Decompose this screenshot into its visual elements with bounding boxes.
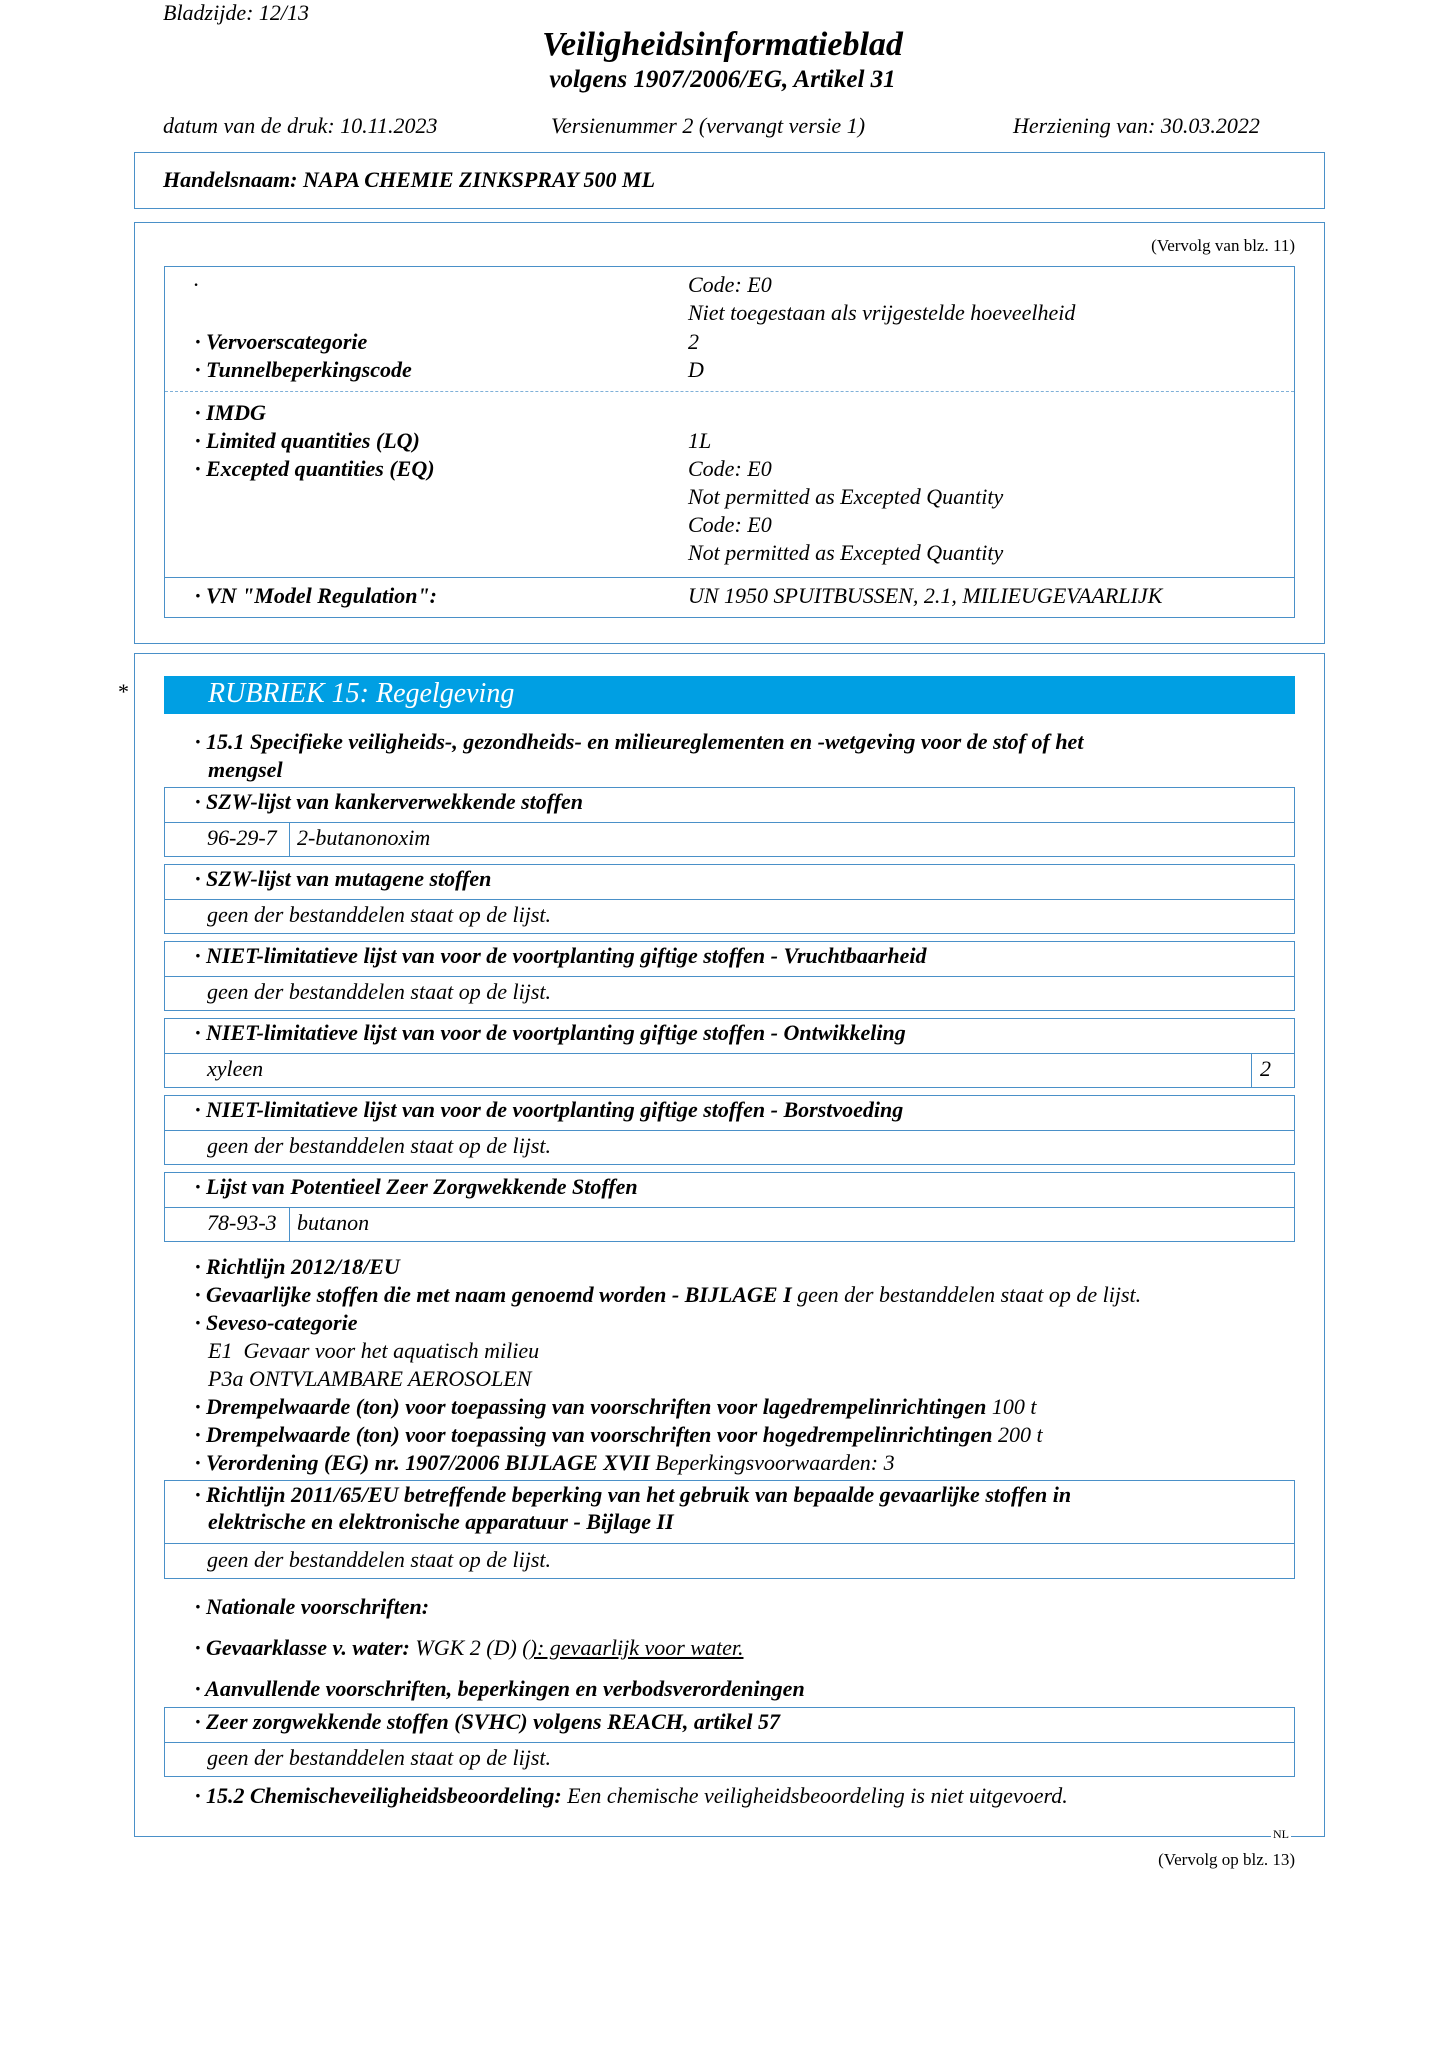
separator xyxy=(165,1130,1294,1131)
transport-code: Code: E0 xyxy=(688,272,772,297)
section15-heading: RUBRIEK 15: Regelgeving xyxy=(208,678,515,709)
aanvullende-voorschriften: · Aanvullende voorschriften, beperkingen en verbodsverordeningen xyxy=(195,1676,805,1701)
drempel-hoog-value: 200 t xyxy=(992,1422,1043,1447)
eq-label: · Excepted quantities (EQ) xyxy=(195,456,435,481)
s152-value: Een chemische veiligheidsbeoordeling is niet uitgevoerd. xyxy=(561,1783,1068,1808)
document-subtitle: volgens 1907/2006/EG, Artikel 31 xyxy=(549,66,896,93)
drempel-hoog-label: · Drempelwaarde (ton) voor toepassing van voorschriften voor hogedrempelinrichtingen xyxy=(195,1422,993,1447)
bullet: · xyxy=(193,272,199,297)
transport-category-value: 2 xyxy=(688,329,699,354)
trade-name: Handelsnaam: NAPA CHEMIE ZINKSPRAY 500 ML xyxy=(163,167,656,192)
vn-value: UN 1950 SPUITBUSSEN, 2.1, MILIEUGEVAARLIJK xyxy=(688,583,1163,608)
separator xyxy=(165,1053,1294,1054)
eq-value-1: Code: E0 xyxy=(688,456,772,481)
niet-ontw-num: 2 xyxy=(1260,1056,1271,1081)
gevaarlijke-stoffen-value: geen der bestanddelen staat op de lijst. xyxy=(791,1282,1142,1307)
niet-vrucht-title: · NIET-limitatieve lijst van voor de voortplanting giftige stoffen - Vruchtbaarheid xyxy=(195,943,927,968)
revision-date: Herziening van: 30.03.2022 xyxy=(1013,113,1260,138)
gevaarlijke-stoffen-label: · Gevaarlijke stoffen die met naam genoemd worden - BIJLAGE I xyxy=(195,1282,792,1307)
seveso-e1: E1 Gevaar voor het aquatisch milieu xyxy=(208,1338,540,1363)
page-number: Bladzijde: 12/13 xyxy=(163,0,310,25)
seveso-label: · Seveso-categorie xyxy=(195,1310,358,1335)
drempel-laag-value: 100 t xyxy=(986,1394,1037,1419)
separator xyxy=(289,1207,290,1241)
richtlijn-title: · Richtlijn 2012/18/EU xyxy=(195,1254,400,1279)
separator xyxy=(165,976,1294,977)
language-tag: NL xyxy=(1273,1827,1289,1841)
separator xyxy=(165,1543,1294,1544)
print-date: datum van de druk: 10.11.2023 xyxy=(163,113,438,138)
gevaarklasse xyxy=(195,1635,744,1661)
tunnel-code-label: · Tunnelbeperkingscode xyxy=(195,357,412,382)
pzzs-cas: 78-93-3 xyxy=(207,1210,277,1235)
drempel-laag xyxy=(195,1394,1037,1420)
svhc-value: geen der bestanddelen staat op de lijst. xyxy=(207,1745,551,1770)
separator xyxy=(289,822,290,856)
szw-carc-name: 2-butanonoxim xyxy=(297,825,431,850)
transport-category-label: · Vervoerscategorie xyxy=(195,329,368,354)
szw-mut-value: geen der bestanddelen staat op de lijst. xyxy=(207,902,551,927)
drempel-hoog xyxy=(195,1422,1043,1448)
eq-value-3: Code: E0 xyxy=(688,512,772,537)
separator xyxy=(165,822,1294,823)
rohs-title-line2: elektrische en elektronische apparatuur - Bijlage II xyxy=(208,1509,674,1534)
gevaarklasse-link[interactable]: ): gevaarlijk voor water. xyxy=(529,1635,744,1660)
lq-label: · Limited quantities (LQ) xyxy=(195,428,420,453)
niet-ontw-title: · NIET-limitatieve lijst van voor de voortplanting giftige stoffen - Ontwikkeling xyxy=(195,1020,906,1045)
eq-value-2: Not permitted as Excepted Quantity xyxy=(688,484,1004,509)
separator xyxy=(165,899,1294,900)
rohs-title-line1: · Richtlijn 2011/65/EU betreffende beperking van het gebruik van bepaalde gevaarlijke stoffen in xyxy=(195,1482,1072,1507)
separator xyxy=(165,1207,1294,1208)
tunnel-code-value: D xyxy=(688,357,704,382)
eq-value-4: Not permitted as Excepted Quantity xyxy=(688,540,1004,565)
gevaarklasse-label: · Gevaarklasse v. water: xyxy=(195,1635,410,1660)
niet-ontw-name: xyleen xyxy=(207,1056,264,1081)
s152-label: · 15.2 Chemischeveiligheidsbeoordeling: xyxy=(195,1783,562,1808)
document-title: Veiligheidsinformatieblad xyxy=(542,26,903,63)
separator xyxy=(165,577,1294,578)
verordening xyxy=(195,1450,895,1476)
pzzs-name: butanon xyxy=(297,1210,370,1235)
niet-borst-title: · NIET-limitatieve lijst van voor de voortplanting giftige stoffen - Borstvoeding xyxy=(195,1097,904,1122)
szw-carc-title: · SZW-lijst van kankerverwekkende stoffen xyxy=(195,789,584,814)
szw-carc-cas: 96-29-7 xyxy=(207,825,277,850)
rohs-value: geen der bestanddelen staat op de lijst. xyxy=(207,1547,551,1572)
transport-not-permitted: Niet toegestaan als vrijgestelde hoeveelheid xyxy=(688,300,1076,325)
separator xyxy=(1251,1053,1252,1087)
vn-label: · VN "Model Regulation": xyxy=(195,583,437,608)
continued-on: (Vervolg op blz. 13) xyxy=(1158,1850,1295,1869)
s152 xyxy=(195,1783,1068,1809)
continued-from: (Vervolg van blz. 11) xyxy=(1151,236,1295,255)
szw-mut-title: · SZW-lijst van mutagene stoffen xyxy=(195,866,492,891)
pzzs-title: · Lijst van Potentieel Zeer Zorgwekkende Stoffen xyxy=(195,1174,638,1199)
separator xyxy=(165,1742,1294,1743)
verordening-label: · Verordening (EG) nr. 1907/2006 BIJLAGE XVII xyxy=(195,1450,650,1475)
niet-borst-value: geen der bestanddelen staat op de lijst. xyxy=(207,1133,551,1158)
s151-title-line1: · 15.1 Specifieke veiligheids-, gezondheids- en milieureglementen en -wetgeving voor de stof of het xyxy=(195,729,1084,754)
change-asterisk: * xyxy=(118,679,129,704)
svhc-title: · Zeer zorgwekkende stoffen (SVHC) volgens REACH, artikel 57 xyxy=(195,1709,781,1734)
lq-value: 1L xyxy=(688,428,712,453)
seveso-p3a: P3a ONTVLAMBARE AEROSOLEN xyxy=(208,1366,532,1391)
separator xyxy=(165,391,1294,392)
verordening-value: Beperkingsvoorwaarden: 3 xyxy=(649,1450,895,1475)
gevaarklasse-value-1: WGK 2 (D) ( xyxy=(409,1635,530,1660)
s151-title-line2: mengsel xyxy=(208,757,283,782)
version-number: Versienummer 2 (vervangt versie 1) xyxy=(551,113,866,138)
drempel-laag-label: · Drempelwaarde (ton) voor toepassing van voorschriften voor lagedrempelinrichtingen xyxy=(195,1394,987,1419)
gevaarlijke-stoffen xyxy=(195,1282,1141,1308)
niet-vrucht-value: geen der bestanddelen staat op de lijst. xyxy=(207,979,551,1004)
nationale-voorschriften: · Nationale voorschriften: xyxy=(195,1594,430,1619)
imdg-label: · IMDG xyxy=(195,400,266,425)
